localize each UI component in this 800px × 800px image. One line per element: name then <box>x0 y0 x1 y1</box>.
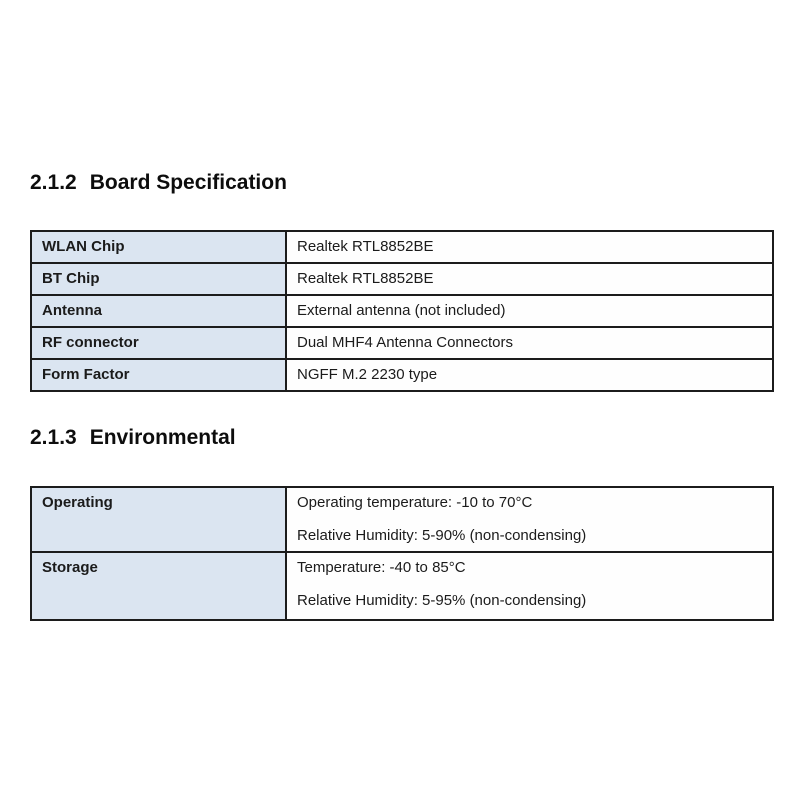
spec-value-cell: NGFF M.2 2230 type <box>286 359 773 391</box>
table-row <box>31 295 773 327</box>
board-specification-table <box>30 230 774 392</box>
spec-label-cell: Antenna <box>31 295 286 327</box>
section-title: Board Specification <box>89 171 287 194</box>
spec-label-cell: Storage <box>31 552 286 620</box>
env-value-line: Operating temperature: -10 to 70°C <box>297 494 533 511</box>
spec-label-cell: RF connector <box>31 327 286 359</box>
env-value-line: Relative Humidity: 5-95% (non-condensing) <box>297 592 587 609</box>
table-row <box>31 263 773 295</box>
spec-value-cell: External antenna (not included) <box>286 295 773 327</box>
spec-label-cell: Form Factor <box>31 359 286 391</box>
spec-label-cell: BT Chip <box>31 263 286 295</box>
table-row <box>31 327 773 359</box>
table-row <box>31 231 773 263</box>
spec-value-cell <box>286 552 773 620</box>
spec-value-cell <box>286 487 773 552</box>
table-row <box>31 552 773 620</box>
spec-label-cell: Operating <box>31 487 286 552</box>
section-number: 2.1.3 <box>30 426 77 449</box>
section-heading-board-specification <box>30 171 287 195</box>
section-number: 2.1.2 <box>30 171 77 194</box>
table-row <box>31 359 773 391</box>
table-row <box>31 487 773 552</box>
spec-value-cell: Realtek RTL8852BE <box>286 231 773 263</box>
env-value-line: Relative Humidity: 5-90% (non-condensing) <box>297 527 587 544</box>
spec-value-cell: Dual MHF4 Antenna Connectors <box>286 327 773 359</box>
environmental-table <box>30 486 774 621</box>
spec-value-cell: Realtek RTL8852BE <box>286 263 773 295</box>
env-value-line: Temperature: -40 to 85°C <box>297 559 466 576</box>
spec-label-cell: WLAN Chip <box>31 231 286 263</box>
section-title: Environmental <box>89 426 236 449</box>
section-heading-environmental <box>30 426 236 450</box>
